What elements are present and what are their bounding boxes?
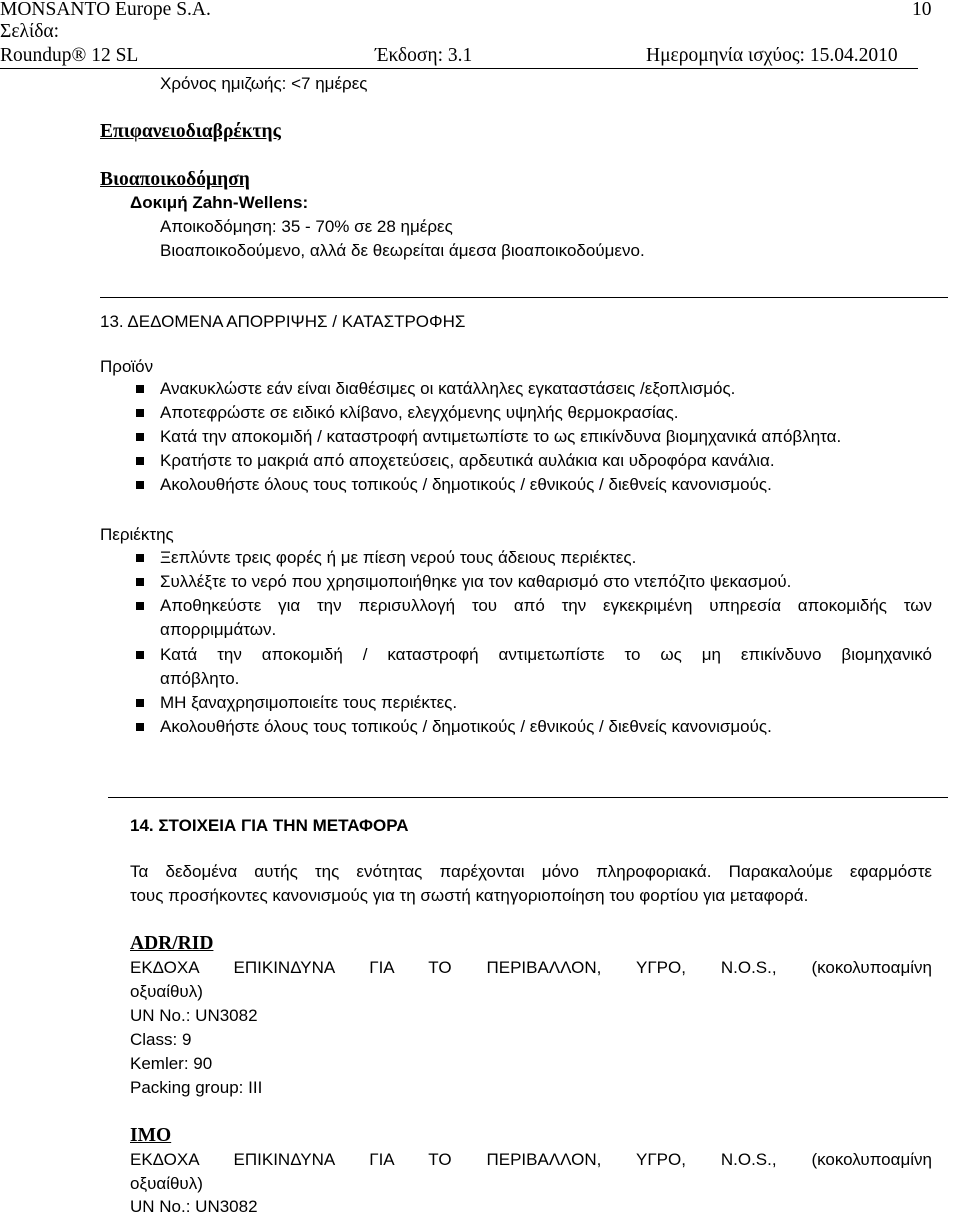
adr-shipping-name-continuation: οξυαίθυλ)	[130, 982, 203, 1001]
adr-un-number: UN No.: UN3082	[130, 1006, 258, 1025]
company-name: MONSANTO Europe S.A.	[0, 0, 211, 20]
section-14-rule	[108, 797, 948, 798]
bullet-icon	[136, 578, 144, 586]
bullet-icon	[136, 651, 144, 659]
adr-shipping-name: ΕΚΔΟΧΑ ΕΠΙΚΙΝΔΥΝΑ ΓΙΑ ΤΟ ΠΕΡΙΒΑΛΛΟΝ, ΥΓΡΟ, N.O.S., (κοκολυποαμίνη	[130, 958, 932, 977]
degradation-value: Αποικοδόμηση: 35 - 70% σε 28 ημέρες	[160, 217, 453, 236]
bullet-icon	[136, 433, 144, 441]
imo-heading: IMO	[130, 1125, 172, 1146]
adr-class: Class: 9	[130, 1030, 192, 1049]
list-item-continuation: απορριμμάτων.	[160, 620, 277, 639]
bullet-icon	[136, 554, 144, 562]
section-14-title: 14. ΣΤΟΙΧΕΙΑ ΓΙΑ ΤΗΝ ΜΕΤΑΦΟΡΑ	[130, 816, 409, 835]
list-item: Κρατήστε το μακριά από αποχετεύσεις, αρδευτικά αυλάκια και υδροφόρα κανάλια.	[160, 451, 775, 470]
adr-rid-heading: ADR/RID	[130, 933, 214, 954]
container-heading: Περιέκτης	[100, 525, 174, 544]
bullet-icon	[136, 723, 144, 731]
bullet-icon	[136, 699, 144, 707]
bullet-icon	[136, 409, 144, 417]
transport-intro-continuation: τους προσήκοντες κανονισμούς για τη σωστή κατηγοριοποίηση του φορτίου για μεταφορά.	[130, 886, 809, 905]
list-item: ΜΗ ξαναχρησιμοποιείτε τους περιέκτες.	[160, 693, 458, 712]
list-item-continuation: απόβλητο.	[160, 669, 240, 688]
list-item: Αποθηκεύστε για την περισυλλογή του από την εγκεκριμένη υπηρεσία αποκομιδής των	[160, 596, 932, 615]
list-item: Ακολουθήστε όλους τους τοπικούς / δημοτικούς / εθνικούς / διεθνείς κανονισμούς.	[160, 475, 772, 494]
bullet-icon	[136, 385, 144, 393]
bullet-icon	[136, 602, 144, 610]
list-item: Συλλέξτε το νερό που χρησιμοποιήθηκε για τον καθαρισμό στο ντεπόζιτο ψεκασμού.	[160, 572, 792, 591]
header-rule	[0, 68, 918, 69]
test-heading: Δοκιμή Zahn-Wellens:	[130, 193, 309, 212]
transport-intro: Τα δεδομένα αυτής της ενότητας παρέχονται μόνο πληροφοριακά. Παρακαλούμε εφαρμόστε	[130, 862, 932, 881]
bullet-icon	[136, 457, 144, 465]
surface-water-heading: Επιφανειοδιαβρέκτης	[100, 121, 281, 142]
validity-date: Ημερομηνία ισχύος: 15.04.2010	[646, 45, 898, 66]
imo-shipping-name-continuation: οξυαίθυλ)	[130, 1174, 203, 1193]
imo-shipping-name: ΕΚΔΟΧΑ ΕΠΙΚΙΝΔΥΝΑ ΓΙΑ ΤΟ ΠΕΡΙΒΑΛΛΟΝ, ΥΓΡΟ, N.O.S., (κοκολυποαμίνη	[130, 1150, 932, 1169]
half-life: Χρόνος ημιζωής: <7 ημέρες	[160, 74, 368, 93]
bullet-icon	[136, 481, 144, 489]
section-13-rule	[100, 297, 948, 298]
list-item: Ακολουθήστε όλους τους τοπικούς / δημοτικούς / εθνικούς / διεθνείς κανονισμούς.	[160, 717, 772, 736]
section-13-title: 13. ΔΕΔΟΜΕΝΑ ΑΠΟΡΡΙΨΗΣ / ΚΑΤΑΣΤΡΟΦΗΣ	[100, 312, 466, 331]
list-item: Ξεπλύντε τρεις φορές ή με πίεση νερού τους άδειους περιέκτες.	[160, 548, 637, 567]
version: Έκδοση: 3.1	[375, 45, 473, 66]
list-item: Κατά την αποκομιδή / καταστροφή αντιμετωπίστε το ως μη επικίνδυνο βιομηχανικό	[160, 645, 932, 664]
adr-kemler: Kemler: 90	[130, 1054, 213, 1073]
product-name: Roundup® 12 SL	[0, 45, 139, 66]
biodegradation-heading: Βιοαποικοδόμηση	[100, 169, 250, 190]
page-label: Σελίδα:	[0, 21, 60, 42]
list-item: Ανακυκλώστε εάν είναι διαθέσιμες οι κατάλληλες εγκαταστάσεις /εξοπλισμός.	[160, 379, 736, 398]
product-heading: Προϊόν	[100, 357, 154, 376]
adr-packing-group: Packing group: III	[130, 1078, 263, 1097]
page-number: 10	[912, 0, 932, 20]
biodegradable-note: Βιοαποικοδούμενο, αλλά δε θεωρείται άμεσα βιοαποικοδούμενο.	[160, 241, 645, 260]
imo-un-number: UN No.: UN3082	[130, 1197, 258, 1216]
list-item: Αποτεφρώστε σε ειδικό κλίβανο, ελεγχόμενης υψηλής θερμοκρασίας.	[160, 403, 679, 422]
list-item: Κατά την αποκομιδή / καταστροφή αντιμετωπίστε το ως επικίνδυνα βιομηχανικά απόβλητα.	[160, 427, 842, 446]
